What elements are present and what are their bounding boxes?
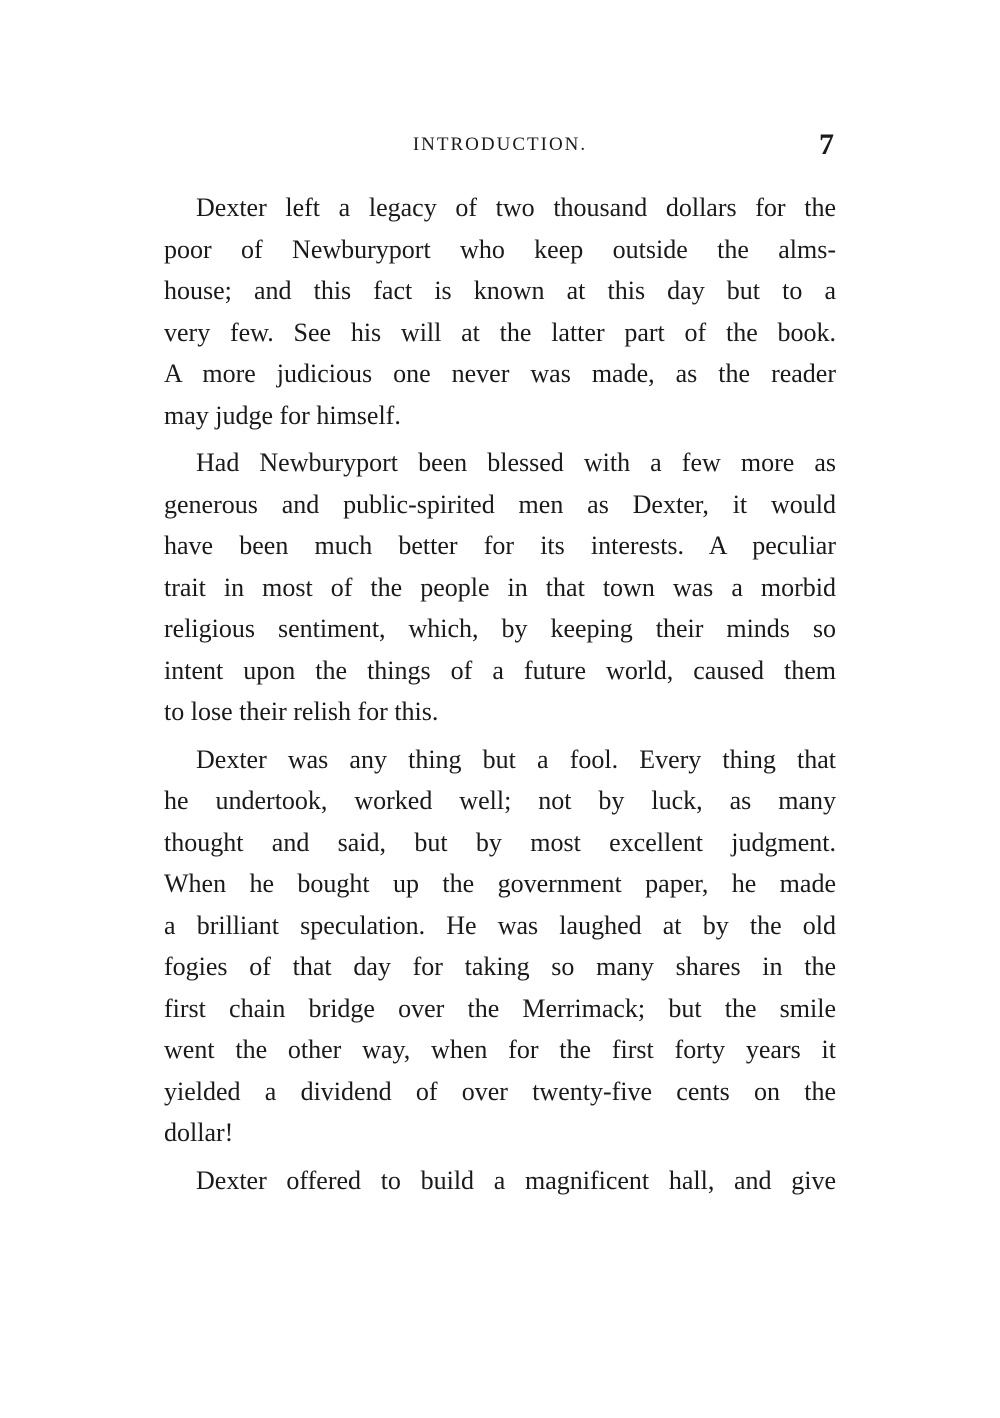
text-line: religious sentiment, which, by keeping their minds so: [164, 614, 836, 643]
text-line: generous and public-spirited men as Dexter, it would: [164, 489, 836, 519]
text-line: have been much better for its interests. A peculiar: [164, 531, 836, 560]
text-line: Had Newburyport been blessed with a few more as: [196, 448, 836, 477]
text-line: to lose their relish for this.: [164, 697, 439, 726]
text-line: a brilliant speculation. He was laughed at by the old: [164, 910, 836, 940]
page-number: 7: [819, 128, 834, 161]
text-line: very few. See his will at the latter part of the book.: [164, 317, 836, 347]
running-head: [164, 128, 836, 168]
paragraph: [164, 442, 836, 733]
text-line: thought and said, but by most excellent judgment.: [164, 827, 836, 857]
paragraph: [164, 1160, 836, 1202]
text-line: intent upon the things of a future world, caused them: [164, 655, 836, 685]
text-line: poor of Newburyport who keep outside the alms-: [164, 234, 836, 264]
body-text: [164, 187, 836, 1201]
text-line: first chain bridge over the Merrimack; but the smile: [164, 993, 836, 1023]
paragraph: [164, 187, 836, 436]
text-line: went the other way, when for the first forty years it: [164, 1035, 836, 1064]
running-title: INTRODUCTION.: [412, 134, 588, 155]
text-line: fogies of that day for taking so many shares in the: [164, 952, 836, 981]
text-line: Dexter left a legacy of two thousand dollars for the: [196, 193, 836, 222]
text-line: Dexter offered to build a magnificent hall, and give: [196, 1165, 836, 1195]
text-line: dollar!: [164, 1118, 234, 1147]
text-line: Dexter was any thing but a fool. Every thing that: [196, 744, 836, 774]
text-line: he undertook, worked well; not by luck, as many: [164, 786, 836, 815]
text-line: may judge for himself.: [164, 400, 401, 430]
text-line: A more judicious one never was made, as the reader: [164, 359, 836, 388]
text-line: trait in most of the people in that town was a morbid: [164, 572, 836, 602]
text-line: house; and this fact is known at this day but to a: [164, 276, 836, 305]
text-line: yielded a dividend of over twenty-five cents on the: [164, 1076, 836, 1106]
paragraph: [164, 739, 836, 1154]
text-line: When he bought up the government paper, he made: [164, 869, 836, 898]
